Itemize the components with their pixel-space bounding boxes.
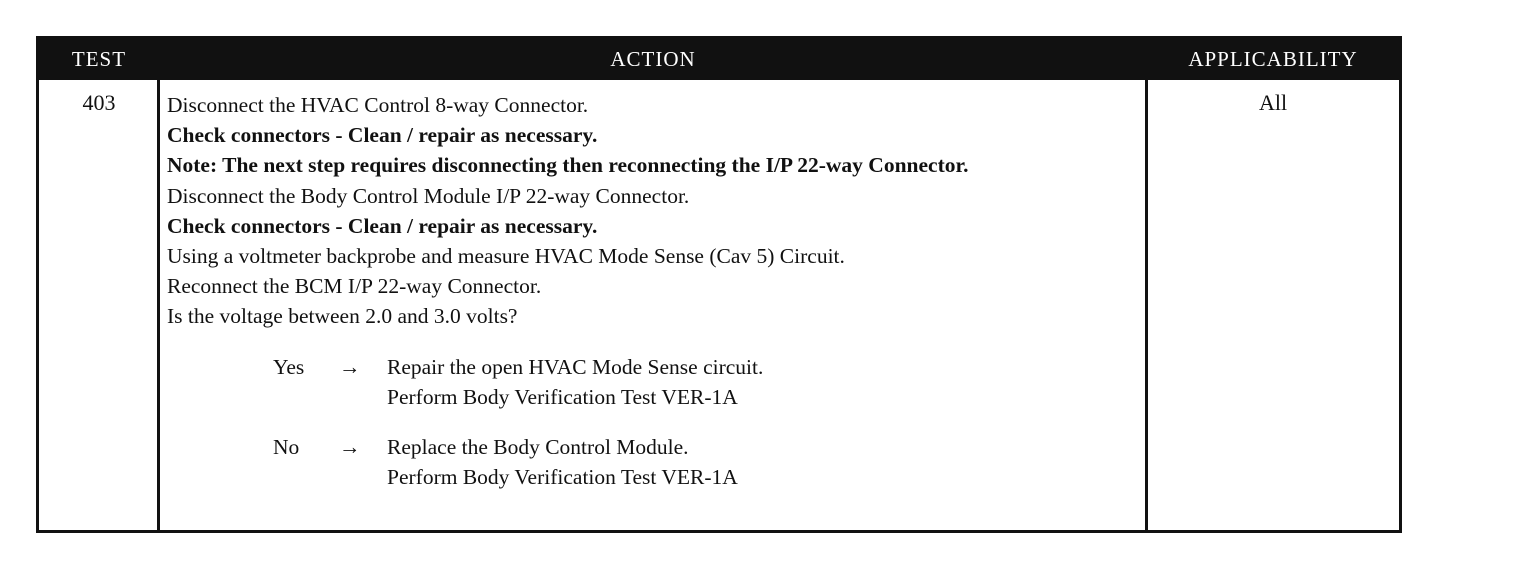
action-note: Note: The next step requires disconnecting then reconnecting the I/P 22-way Connector. (167, 153, 969, 178)
test-number: 403 (82, 90, 116, 115)
outcome-yes-label: Yes (273, 354, 305, 379)
applicability-value: All (1258, 90, 1288, 115)
arrow-right-icon: → (339, 434, 361, 459)
header-action: ACTION (610, 47, 696, 71)
column-divider-test-action (157, 80, 160, 530)
outcome-yes-line-2: Perform Body Verification Test VER-1A (387, 384, 738, 409)
action-step-6: Reconnect the BCM I/P 22-way Connector. (167, 274, 542, 299)
action-step-5: Using a voltmeter backprobe and measure HVAC Mode Sense (Cav 5) Circuit. (167, 244, 845, 269)
table-header-row (39, 39, 1399, 80)
outcome-yes-text (387, 352, 763, 412)
outcome-no-line-2: Perform Body Verification Test VER-1A (387, 464, 738, 489)
outcome-no-text (387, 432, 738, 492)
action-step-1: Disconnect the HVAC Control 8-way Connector. (167, 93, 589, 117)
action-step-4: Check connectors - Clean / repair as necessary. (167, 213, 598, 238)
outcome-no-label: No (273, 434, 300, 459)
header-test: TEST (71, 47, 127, 71)
arrow-right-icon: → (339, 354, 361, 379)
action-step-3: Disconnect the Body Control Module I/P 22-way Connector. (167, 183, 690, 208)
outcome-yes (167, 352, 1141, 412)
diagnostic-test-table (36, 36, 1402, 533)
outcome-yes-line-1: Repair the open HVAC Mode Sense circuit. (387, 354, 764, 379)
outcome-no (167, 432, 1141, 492)
column-divider-action-applicability (1145, 80, 1148, 530)
action-question: Is the voltage between 2.0 and 3.0 volts? (167, 304, 518, 329)
outcome-no-line-1: Replace the Body Control Module. (387, 434, 689, 459)
action-step-2: Check connectors - Clean / repair as necessary. (167, 123, 598, 148)
action-cell (167, 90, 1141, 492)
header-applicability: APPLICABILITY (1188, 47, 1358, 71)
